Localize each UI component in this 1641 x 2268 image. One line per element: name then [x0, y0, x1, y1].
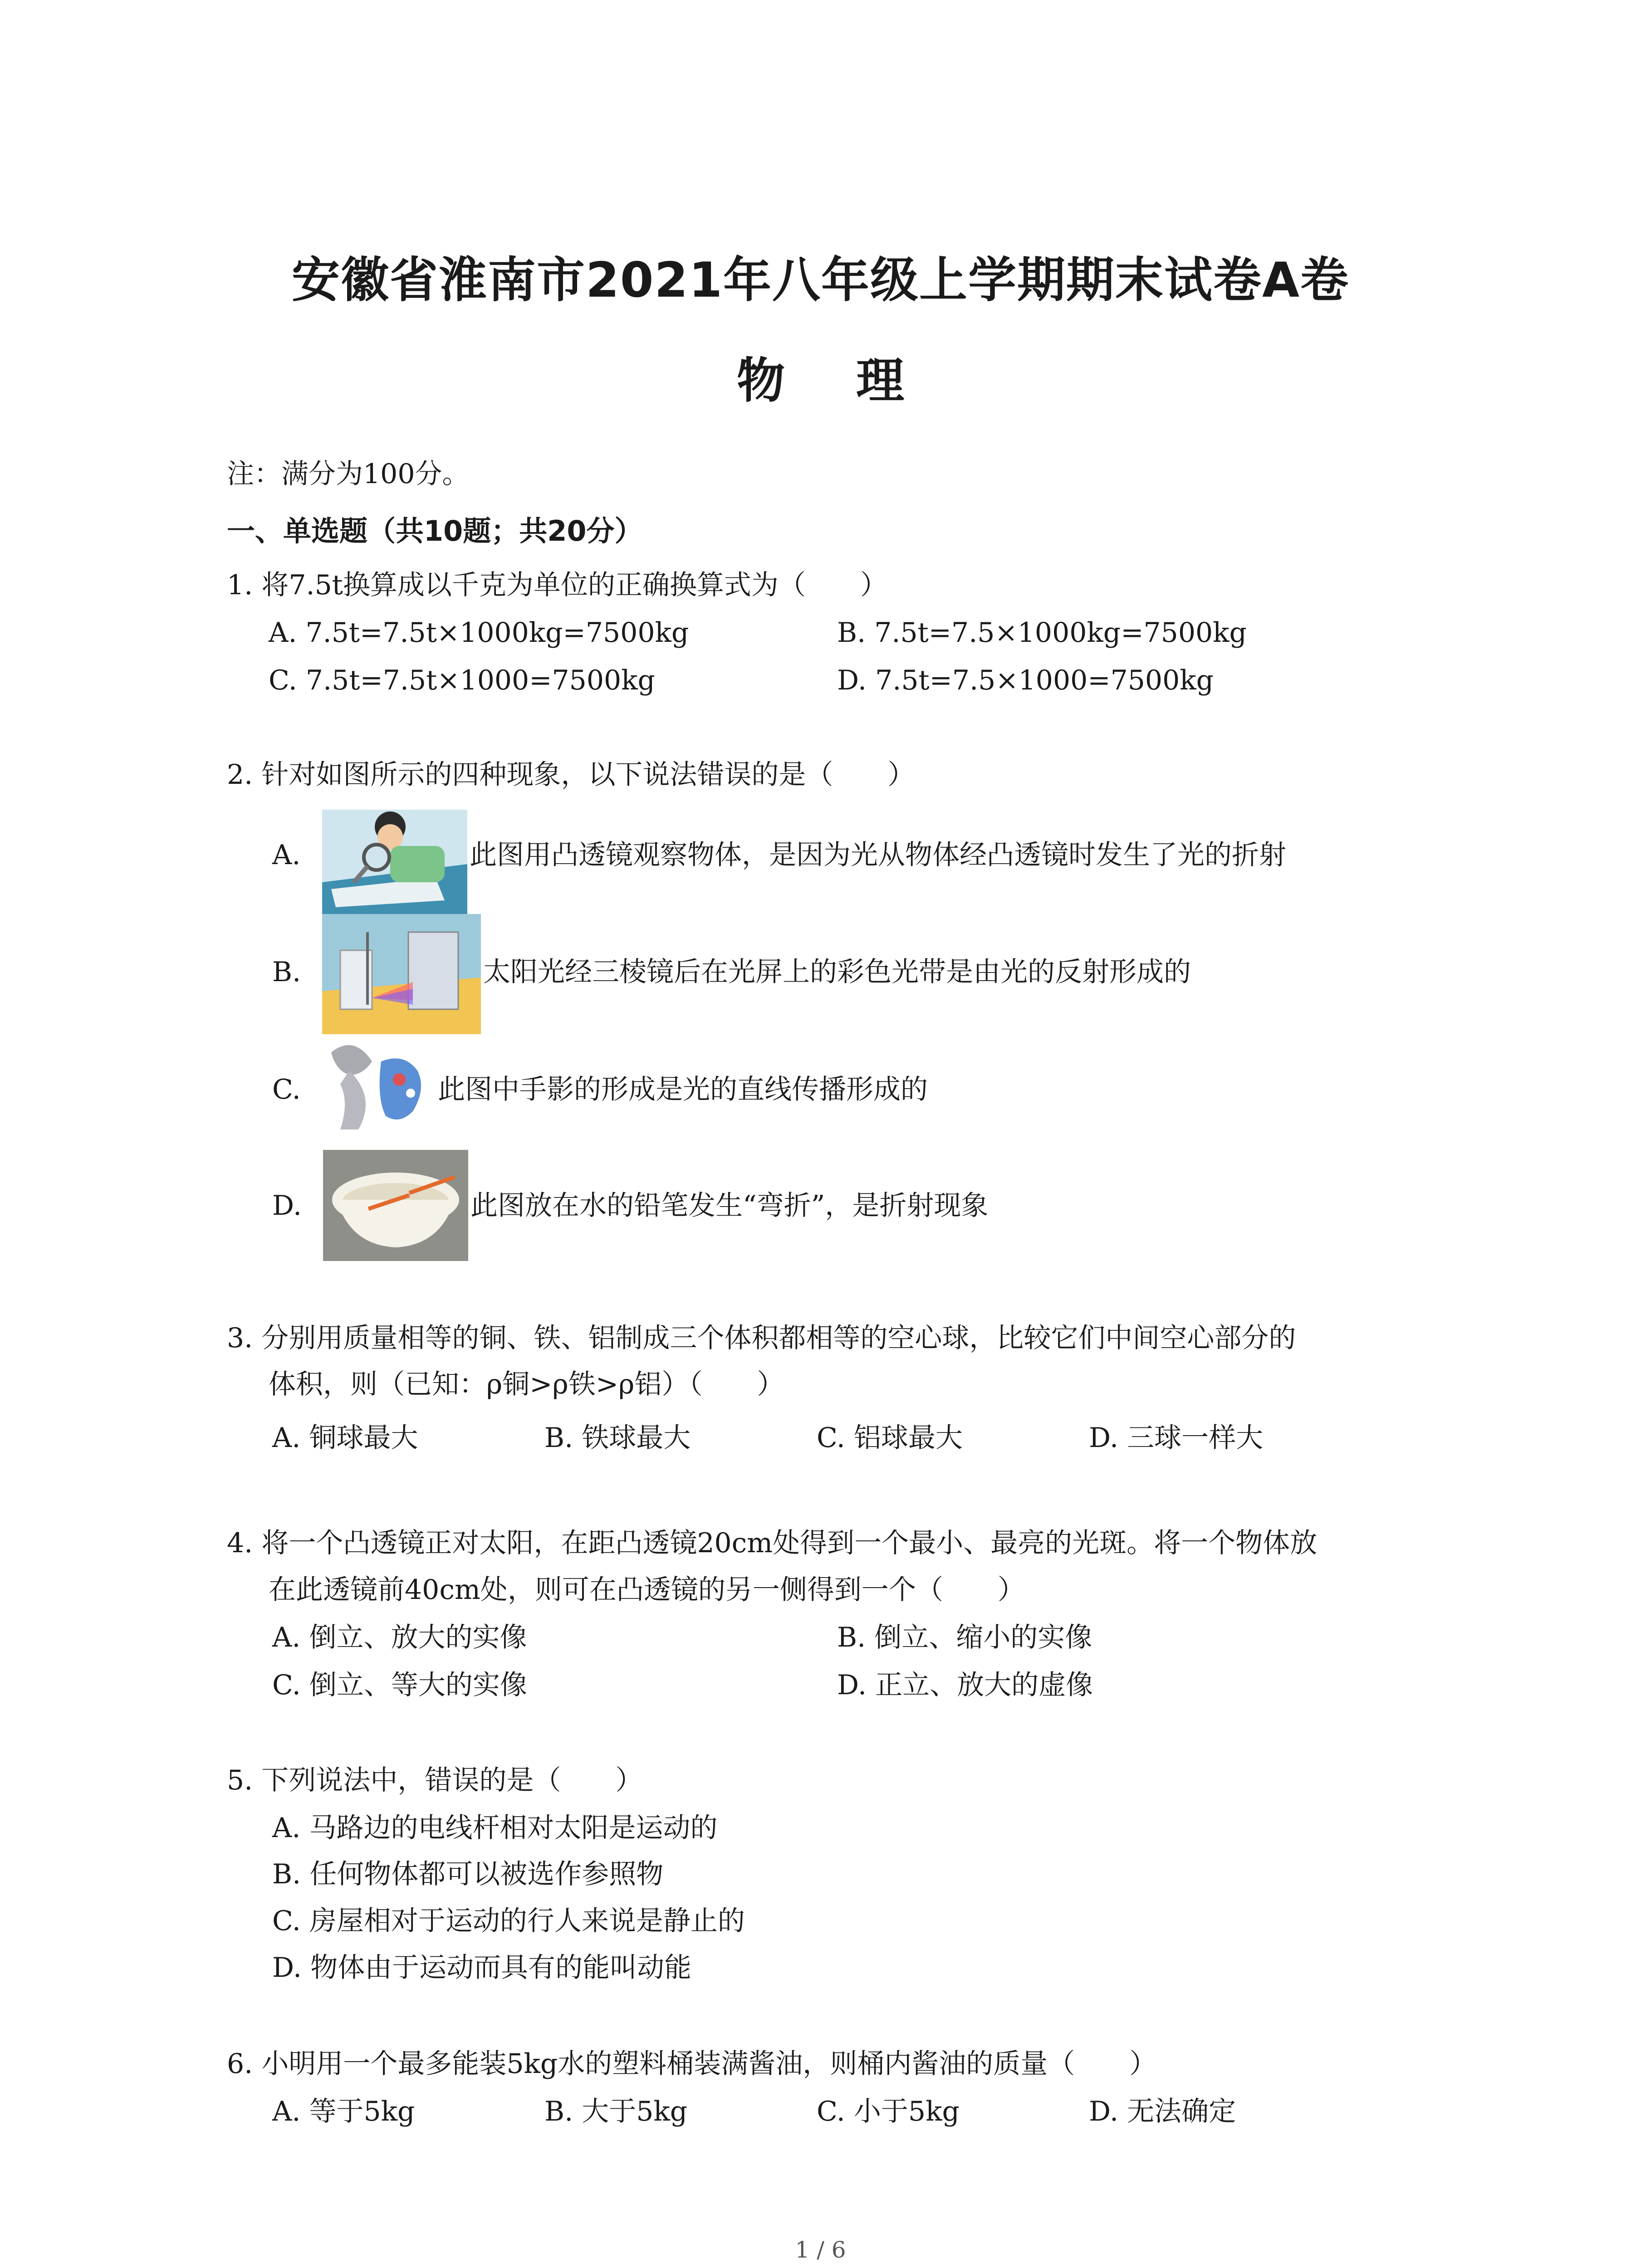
- question-3-stem-line2: 体积，则（已知：ρ铜>ρ铁>ρ铝）（ ）: [269, 1369, 784, 1400]
- question-1-option-c: C. 7.5t=7.5t×1000=7500kg: [269, 665, 655, 696]
- question-5-option-c: C. 房屋相对于运动的行人来说是静止的: [272, 1905, 745, 1937]
- question-1-option-a: A. 7.5t=7.5t×1000kg=7500kg: [269, 617, 689, 649]
- question-2-option-b-text: 太阳光经三棱镜后在光屏上的彩色光带是由光的反射形成的: [483, 956, 1191, 988]
- question-2-option-d-text: 此图放在水的铅笔发生“弯折”，是折射现象: [470, 1190, 989, 1222]
- question-1-option-b: B. 7.5t=7.5×1000kg=7500kg: [837, 617, 1247, 649]
- prism-figure: [322, 914, 481, 1034]
- question-5-stem: 5. 下列说法中，错误的是（ ）: [227, 1765, 643, 1796]
- question-6-option-c: C. 小于5kg: [817, 2096, 960, 2127]
- question-3-option-b: B. 铁球最大: [544, 1422, 691, 1454]
- question-3-option-a: A. 铜球最大: [272, 1422, 418, 1454]
- question-5-option-d: D. 物体由于运动而具有的能叫动能: [272, 1952, 692, 1984]
- question-2-stem: 2. 针对如图所示的四种现象，以下说法错误的是（ ）: [227, 759, 915, 791]
- question-4-stem-line1: 4. 将一个凸透镜正对太阳，在距凸透镜20cm处得到一个最小、最亮的光斑。将一个物体放: [227, 1527, 1318, 1559]
- exam-title: 安徽省淮南市2021年八年级上学期期末试卷A卷: [291, 252, 1350, 308]
- question-5-option-a: A. 马路边的电线杆相对太阳是运动的: [272, 1812, 718, 1844]
- question-4-stem-line2: 在此透镜前40cm处，则可在凸透镜的另一侧得到一个（ ）: [269, 1574, 1025, 1606]
- question-4-option-a: A. 倒立、放大的实像: [272, 1622, 527, 1653]
- hand-shadow-figure: [322, 1034, 436, 1139]
- question-5-option-b: B. 任何物体都可以被选作参照物: [272, 1858, 664, 1890]
- section-heading: 一、单选题（共10题；共20分）: [227, 514, 643, 547]
- score-note: 注：满分为100分。: [227, 458, 470, 490]
- question-2-option-c-letter: C.: [272, 1074, 301, 1105]
- magnifier-figure: [322, 810, 467, 916]
- question-4-option-c: C. 倒立、等大的实像: [272, 1669, 527, 1701]
- question-4-option-b: B. 倒立、缩小的实像: [837, 1622, 1092, 1653]
- question-4-option-d: D. 正立、放大的虚像: [837, 1669, 1093, 1701]
- page-number: 1 / 6: [795, 2237, 846, 2263]
- question-6-option-b: B. 大于5kg: [544, 2096, 688, 2127]
- question-3-option-d: D. 三球一样大: [1089, 1422, 1264, 1454]
- question-2-option-d-letter: D.: [272, 1190, 302, 1222]
- question-1-stem: 1. 将7.5t换算成以千克为单位的正确换算式为（ ）: [227, 569, 887, 601]
- subject-title: 物 理: [737, 353, 931, 409]
- question-6-stem: 6. 小明用一个最多能装5kg水的塑料桶装满酱油，则桶内酱油的质量（ ）: [227, 2048, 1157, 2080]
- question-2-option-b-letter: B.: [272, 956, 301, 988]
- pencil-in-water-figure: [323, 1150, 468, 1261]
- question-2-option-c-text: 此图中手影的形成是光的直线传播形成的: [438, 1074, 928, 1105]
- question-2-option-a-text: 此图用凸透镜观察物体，是因为光从物体经凸透镜时发生了光的折射: [470, 839, 1286, 871]
- question-3-stem-line1: 3. 分别用质量相等的铜、铁、铝制成三个体积都相等的空心球，比较它们中间空心部分的: [227, 1322, 1296, 1354]
- question-1-option-d: D. 7.5t=7.5×1000=7500kg: [837, 665, 1214, 696]
- question-2-option-a-letter: A.: [272, 839, 301, 871]
- question-6-option-a: A. 等于5kg: [272, 2096, 415, 2127]
- question-3-option-c: C. 铝球最大: [817, 1422, 963, 1454]
- question-6-option-d: D. 无法确定: [1089, 2096, 1236, 2127]
